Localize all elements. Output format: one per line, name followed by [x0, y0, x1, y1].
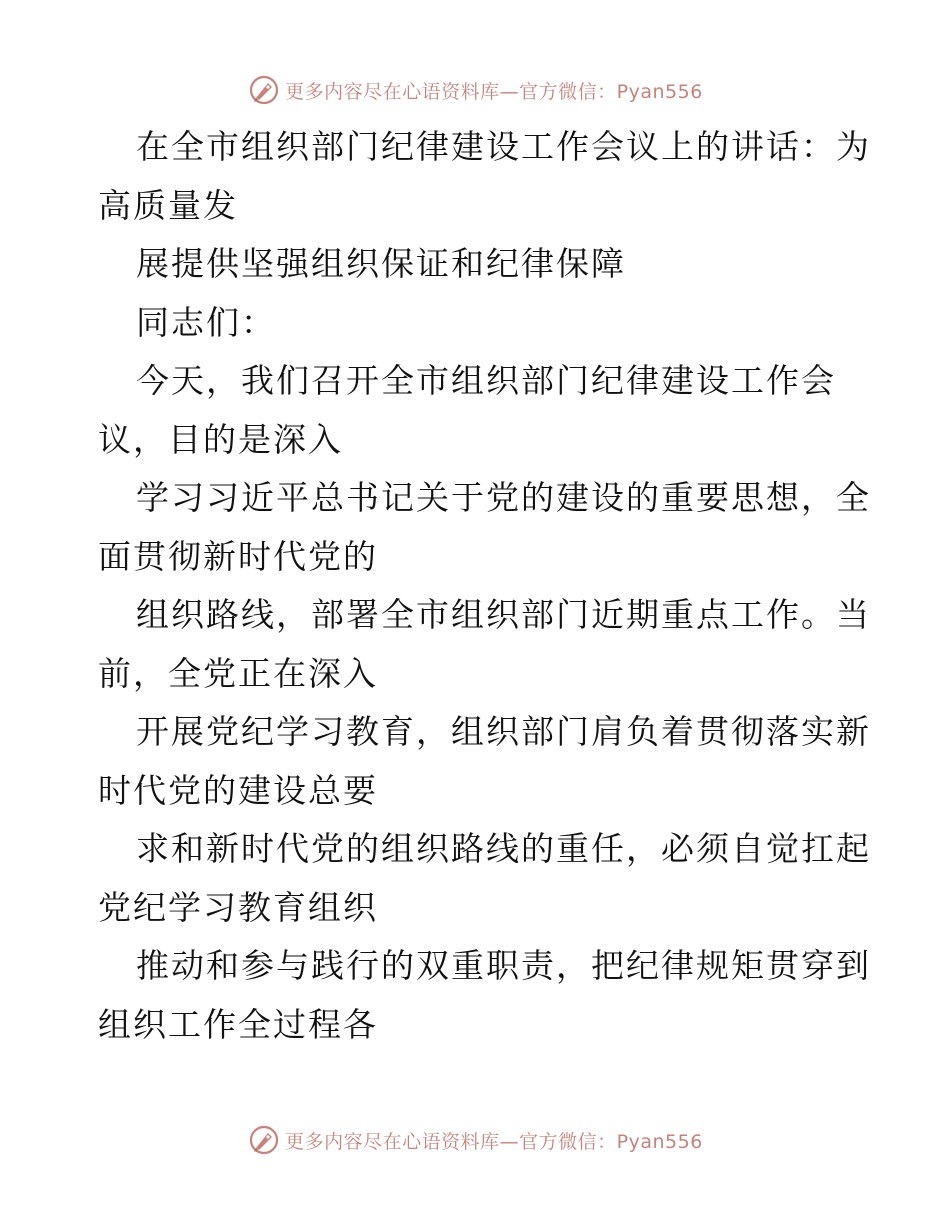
- text-line: 求和新时代党的组织路线的重任，必须自觉扛起: [136, 829, 871, 868]
- text-line: 今天，我们召开全市组织部门纪律建设工作会: [136, 361, 836, 400]
- text-line: 面贯彻新时代党的: [98, 536, 378, 576]
- text-line: 高质量发: [98, 185, 238, 225]
- pen-nib-logo-icon: [247, 73, 281, 107]
- text-line: 时代党的建设总要: [98, 770, 378, 810]
- watermark-text: 更多内容尽在心语资料库—官方微信：Pyan556: [285, 1130, 703, 1153]
- text-line: 在全市组织部门纪律建设工作会议上的讲话：为: [136, 127, 871, 166]
- text-line: 推动和参与践行的双重职责，把纪律规矩贯穿到: [136, 946, 871, 985]
- footer-watermark-banner: [0, 1122, 950, 1158]
- text-line: 同志们：: [136, 302, 276, 342]
- text-line: 组织工作全过程各: [98, 1004, 378, 1044]
- document-body: [98, 118, 871, 1054]
- pen-nib-logo-icon: [247, 1123, 281, 1157]
- text-line: 党纪学习教育组织: [98, 887, 378, 927]
- header-watermark-banner: [0, 72, 950, 108]
- text-line: 开展党纪学习教育，组织部门肩负着贯彻落实新: [136, 712, 871, 751]
- text-line: 组织路线，部署全市组织部门近期重点工作。当: [136, 595, 871, 634]
- watermark-text: 更多内容尽在心语资料库—官方微信：Pyan556: [285, 80, 703, 103]
- text-line: 展提供坚强组织保证和纪律保障: [136, 244, 626, 283]
- text-line: 学习习近平总书记关于党的建设的重要思想，全: [136, 478, 871, 517]
- text-line: 前，全党正在深入: [98, 653, 378, 693]
- text-line: 议，目的是深入: [98, 419, 343, 459]
